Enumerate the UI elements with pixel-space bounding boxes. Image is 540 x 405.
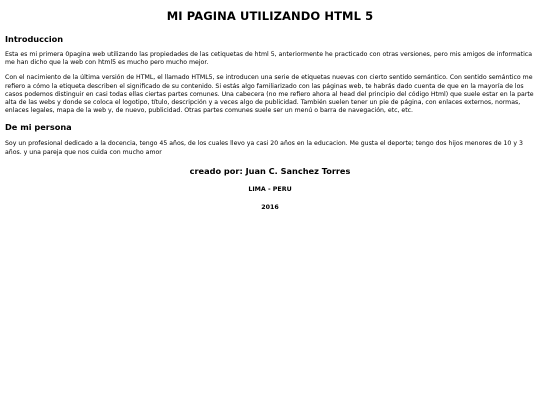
persona-heading: De mi persona bbox=[5, 122, 72, 133]
year-text: 2016 bbox=[261, 203, 279, 211]
intro-paragraph-1: Esta es mi primera 0pagina web utilizando las propiedades de las cetiquetas de html 5, anteriormente he practicado con otras versiones, pero mis amigos de informatica me han dicho que la web con html5 es mucho pero mucho mejor. bbox=[5, 51, 532, 67]
intro-paragraph-2: Con el nacimiento de la última versión de HTML, el llamado HTML5, se introducen una serie de etiquetas nuevas con cierto sentido semántico. Con sentido semántico me refiero a cómo la etiqueta describen el significado de su contenido. Si estás algo familiarizado con las páginas web, te habrás dado cuenta de que en la mayoría de los casos podemos distinguir en casi todas ellas ciertas partes comunes. Una cabecera (no me refiero ahora al head del principio del código Html) que suele estar en la parte alta de las webs y donde se coloca el logotipo, título, descripción y a veces algo de publicidad. También suelen tener un pie de página, con enlaces externos, normas, enlaces legales, mapa de la web y, de nuevo, publicidad. Otras partes comunes suele ser un menú o barra de navegación, etc, etc. bbox=[5, 74, 534, 115]
author-credit: creado por: Juan C. Sanchez Torres bbox=[189, 165, 351, 176]
persona-paragraph: Soy un profesional dedicado a la docencia, tengo 45 años, de los cuales llevo ya casi 20 años en la educacion. Me gusta el deporte; tengo dos hijos menores de 10 y 3 años. y una pareja que nos cuida con mucho amor bbox=[5, 140, 523, 156]
intro-heading: Introduccion bbox=[5, 34, 64, 44]
page-title: MI PAGINA UTILIZANDO HTML 5 bbox=[166, 9, 374, 23]
location-text: LIMA - PERU bbox=[248, 185, 292, 193]
